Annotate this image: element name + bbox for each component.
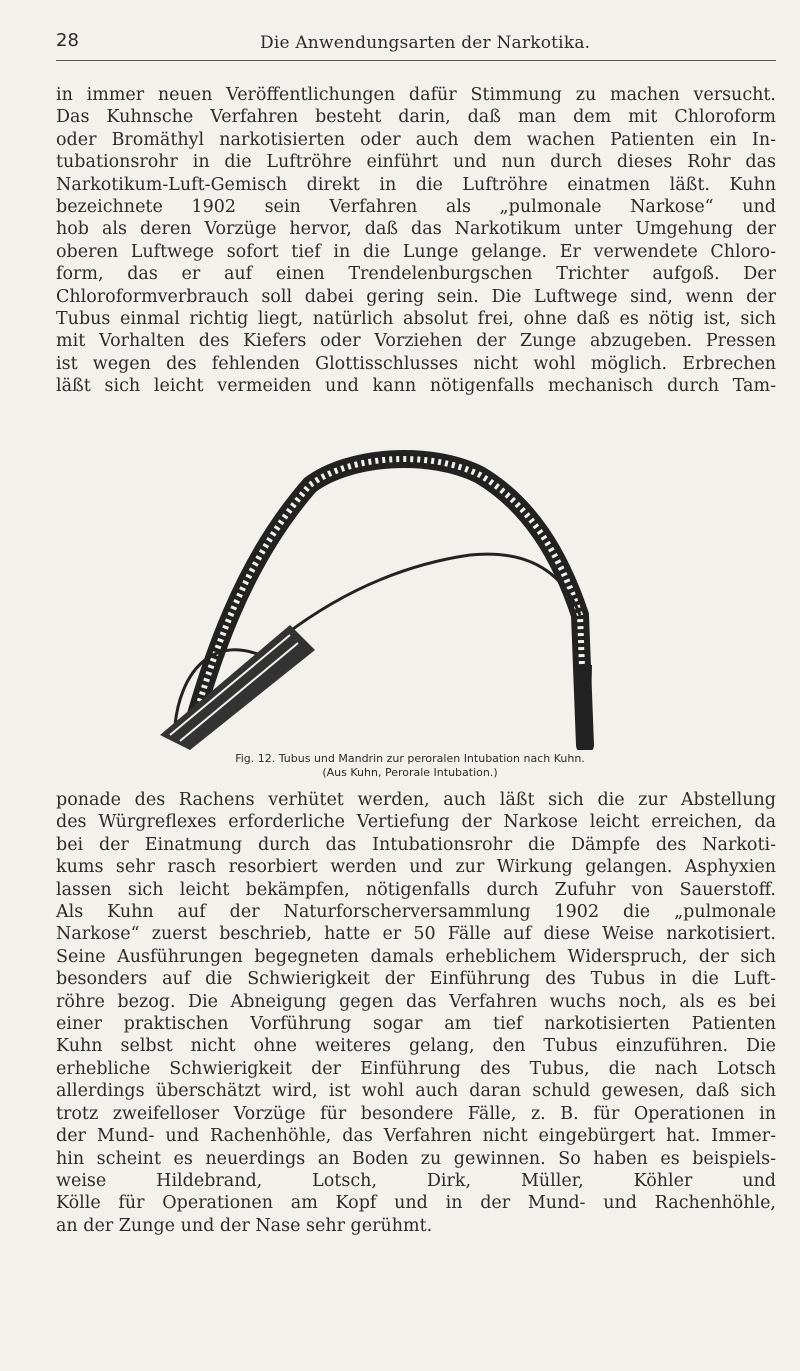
text-line: Tubus einmal richtig liegt, natürlich absolut frei, ohne daß es nötig ist, sich	[56, 309, 776, 330]
text-line: bezeichnete 1902 sein Verfahren als „pulmonale Narkose“ und	[56, 197, 776, 218]
text-line: allerdings überschätzt wird, ist wohl auch daran schuld gewesen, daß sich	[56, 1081, 776, 1102]
text-line: bei der Einatmung durch das Intubationsrohr die Dämpfe des Narkoti-	[56, 834, 776, 855]
text-line: erhebliche Schwierigkeit der Einführung des Tubus, die nach Lotsch	[56, 1058, 776, 1079]
text-line: form, das er auf einen Trendelenburgschen Trichter aufgoß. Der	[56, 264, 776, 285]
text-line: trotz zweifelloser Vorzüge für besondere Fälle, z. B. für Operationen in	[56, 1103, 776, 1124]
paragraph-1	[56, 84, 776, 398]
text-line: Narkose“ zuerst beschrieb, hatte er 50 Fälle auf diese Weise narkotisiert.	[56, 924, 776, 945]
paragraph-2	[56, 789, 776, 1237]
text-line: kums sehr rasch resorbiert werden und zur Wirkung gelangen. Asphyxien	[56, 857, 776, 878]
page-header	[56, 30, 776, 61]
text-line: Chloroformverbrauch soll dabei gering sein. Die Luftwege sind, wenn der	[56, 286, 776, 307]
text-line: Das Kuhnsche Verfahren besteht darin, daß man dem mit Chloroform	[56, 107, 776, 128]
text-line: ist wegen des fehlenden Glottisschlusses nicht wohl möglich. Erbrechen	[56, 353, 776, 374]
text-line: oberen Luftwege sofort tief in die Lunge gelange. Er verwendete Chloro-	[56, 241, 776, 262]
text-line: weise Hildebrand, Lotsch, Dirk, Müller, Köhler und	[56, 1170, 776, 1191]
figure-tubus-mandrin	[140, 445, 670, 750]
text-line: Narkotikum-Luft-Gemisch direkt in die Luftröhre einatmen läßt. Kuhn	[56, 174, 776, 195]
text-line: ponade des Rachens verhütet werden, auch läßt sich die zur Abstellung	[56, 790, 776, 810]
running-head: Die Anwendungsarten der Narkotika.	[260, 33, 591, 53]
tubus-mandrin-illustration	[140, 445, 670, 750]
text-line: der Mund- und Rachenhöhle, das Verfahren nicht eingebürgert hat. Immer-	[56, 1126, 776, 1147]
text-line: Seine Ausführungen begegneten damals erheblichem Widerspruch, der sich	[56, 946, 776, 967]
text-line: läßt sich leicht vermeiden und kann nötigenfalls mechanisch durch Tam-	[56, 376, 776, 397]
text-line: Kuhn selbst nicht ohne weiteres gelang, den Tubus einzuführen. Die	[56, 1036, 776, 1057]
text-line: röhre bezog. Die Abneigung gegen das Verfahren wuchs noch, als es bei	[56, 991, 776, 1012]
text-line: Als Kuhn auf der Naturforscherversammlung 1902 die „pulmonale	[56, 902, 776, 923]
text-line: hin scheint es neuerdings an Boden zu gewinnen. So haben es beispiels-	[56, 1148, 776, 1169]
text-line: an der Zunge und der Nase sehr gerühmt.	[56, 1215, 433, 1236]
caption-source: (Aus Kuhn, Perorale Intubation.)	[322, 766, 498, 779]
text-line: tubationsrohr in die Luftröhre einführt und nun durch dieses Rohr das	[56, 152, 776, 173]
text-line: lassen sich leicht bekämpfen, nötigenfalls durch Zufuhr von Sauerstoff.	[56, 879, 776, 900]
page-number: 28	[56, 30, 79, 51]
text-line: des Würgreflexes erforderliche Vertiefung der Narkose leicht erreichen, da	[56, 812, 776, 833]
text-line: in immer neuen Veröffentlichungen dafür Stimmung zu machen versucht.	[56, 85, 776, 105]
text-line: einer praktischen Vorführung sogar am tief narkotisierten Patienten	[56, 1014, 776, 1035]
text-line: Kölle für Operationen am Kopf und in der Mund- und Rachenhöhle,	[56, 1193, 776, 1214]
figure-caption	[170, 752, 650, 780]
text-line: hob als deren Vorzüge hervor, daß das Narkotikum unter Umgehung der	[56, 219, 776, 240]
caption-line: Fig. 12. Tubus und Mandrin zur peroralen Intubation nach Kuhn.	[235, 752, 585, 765]
text-line: mit Vorhalten des Kiefers oder Vorziehen der Zunge abzugeben. Pressen	[56, 331, 776, 352]
text-line: oder Bromäthyl narkotisierten oder auch dem wachen Patienten ein In-	[56, 129, 776, 150]
text-line: besonders auf die Schwierigkeit der Einführung des Tubus in die Luft-	[56, 969, 776, 990]
